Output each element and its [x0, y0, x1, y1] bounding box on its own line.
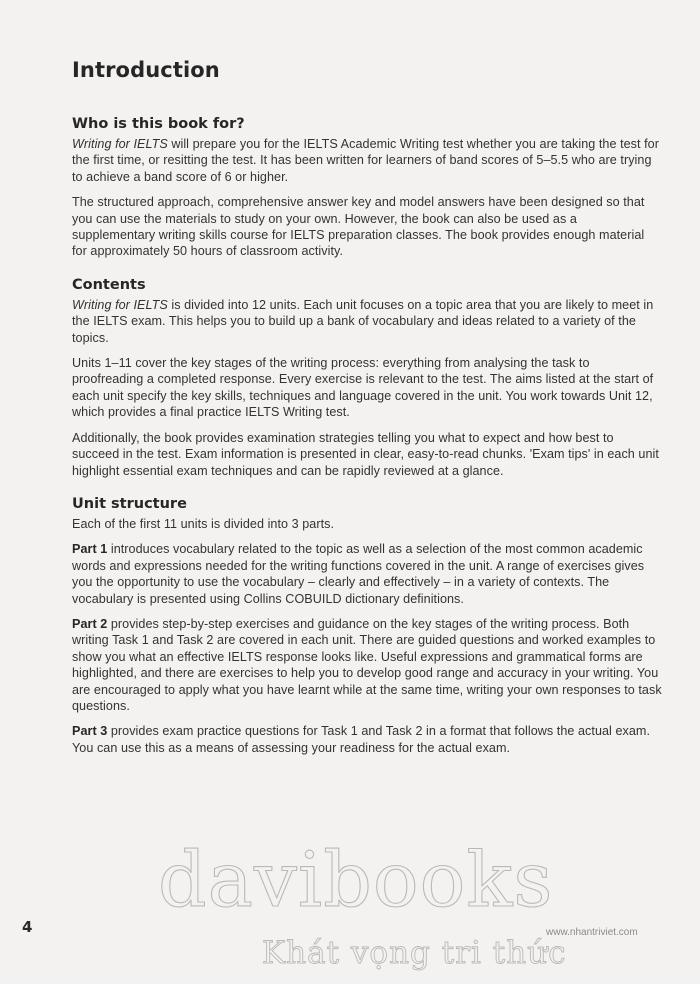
page-number: 4 [22, 918, 33, 936]
paragraph [72, 297, 662, 346]
paragraph-text: introduces vocabulary related to the topic as well as a selection of the most common academic words and expressions needed for the writing functions covered in the unit. A range of exercises gives you the opportunity to use the vocabulary – clearly and effectively – in a variety of contexts. The vocabulary is presented using Collins COBUILD dictionary definitions. [72, 542, 645, 606]
section [72, 277, 662, 479]
paragraph [72, 723, 662, 756]
paragraph [72, 136, 662, 185]
paragraph-text: provides exam practice questions for Task 1 and Task 2 in a format that follows the actual exam. You can use this as a means of assessing your readiness for the actual exam. [72, 724, 651, 755]
section [72, 116, 662, 260]
section [72, 496, 662, 756]
paragraph-text: Each of the first 11 units is divided into 3 parts. [72, 516, 335, 531]
paragraph [72, 430, 662, 479]
section-heading: Contents [72, 276, 146, 293]
paragraph [72, 355, 662, 421]
paragraph-text: provides step-by-step exercises and guidance on the key stages of the writing process. Both writing Task 1 and Task 2 are covered in each unit. There are guided questions and worked examples to show you what an effective IELTS response looks like. Useful expressions and grammatical forms are highlighted, and there are exercises to help you to develop good range and accuracy in your writing. You are encouraged to apply what you have learnt while at the same time, writing your own responses to task questions. [72, 616, 662, 713]
paragraph [72, 541, 662, 607]
page-content [72, 58, 662, 765]
section-heading: Who is this book for? [72, 116, 245, 132]
book-title-text: Writing for IELTS [72, 137, 168, 151]
sections-container [72, 116, 662, 756]
paragraph [72, 194, 662, 260]
watermark-logo-text: davibooks [158, 835, 554, 924]
paragraph [72, 516, 662, 532]
watermark-slogan: Khát vọng tri thức [262, 935, 567, 971]
page-title: Introduction [72, 58, 220, 82]
part-label: Part 3 [72, 724, 108, 739]
paragraph-text: Units 1–11 cover the key stages of the writing process: everything from analysing the task to proofreading a completed response. Every exercise is relevant to the test. The aims listed at the start of each unit specify the key skills, techniques and language covered in the unit. You work towards Unit 12, which provides a final practice IELTS Writing test. [72, 356, 654, 420]
paragraph-text: The structured approach, comprehensive answer key and model answers have been designed so that you can use the materials to study on your own. However, the book can also be used as a supplementary writing skills course for IELTS preparation classes. The book provides enough material for approximately 50 hours of classroom activity. [72, 195, 645, 259]
book-title-text: Writing for IELTS [72, 297, 168, 312]
paragraph-text: Additionally, the book provides examination strategies telling you what to expect and how best to succeed in the test. Exam information is presented in clear, easy-to-read chunks. 'Exam tips' in each unit highlight essential exam techniques and can be rapidly reviewed at a glance. [72, 430, 659, 478]
part-label: Part 1 [72, 542, 108, 557]
paragraph [72, 616, 662, 714]
section-heading: Unit structure [72, 495, 187, 512]
part-label: Part 2 [72, 616, 108, 631]
paragraph-text: will prepare you for the IELTS Academic Writing test whether you are taking the test for the first time, or resitting the test. It has been written for learners of band scores of 5–5.5 who are trying to achieve a band score of 6 or higher. [72, 137, 659, 184]
website-url: www.nhantriviet.com [546, 927, 638, 938]
paragraph-text: is divided into 12 units. Each unit focuses on a topic area that you are likely to meet in the IELTS exam. This helps you to build up a bank of vocabulary and ideas related to a variety of the topics. [72, 297, 654, 345]
